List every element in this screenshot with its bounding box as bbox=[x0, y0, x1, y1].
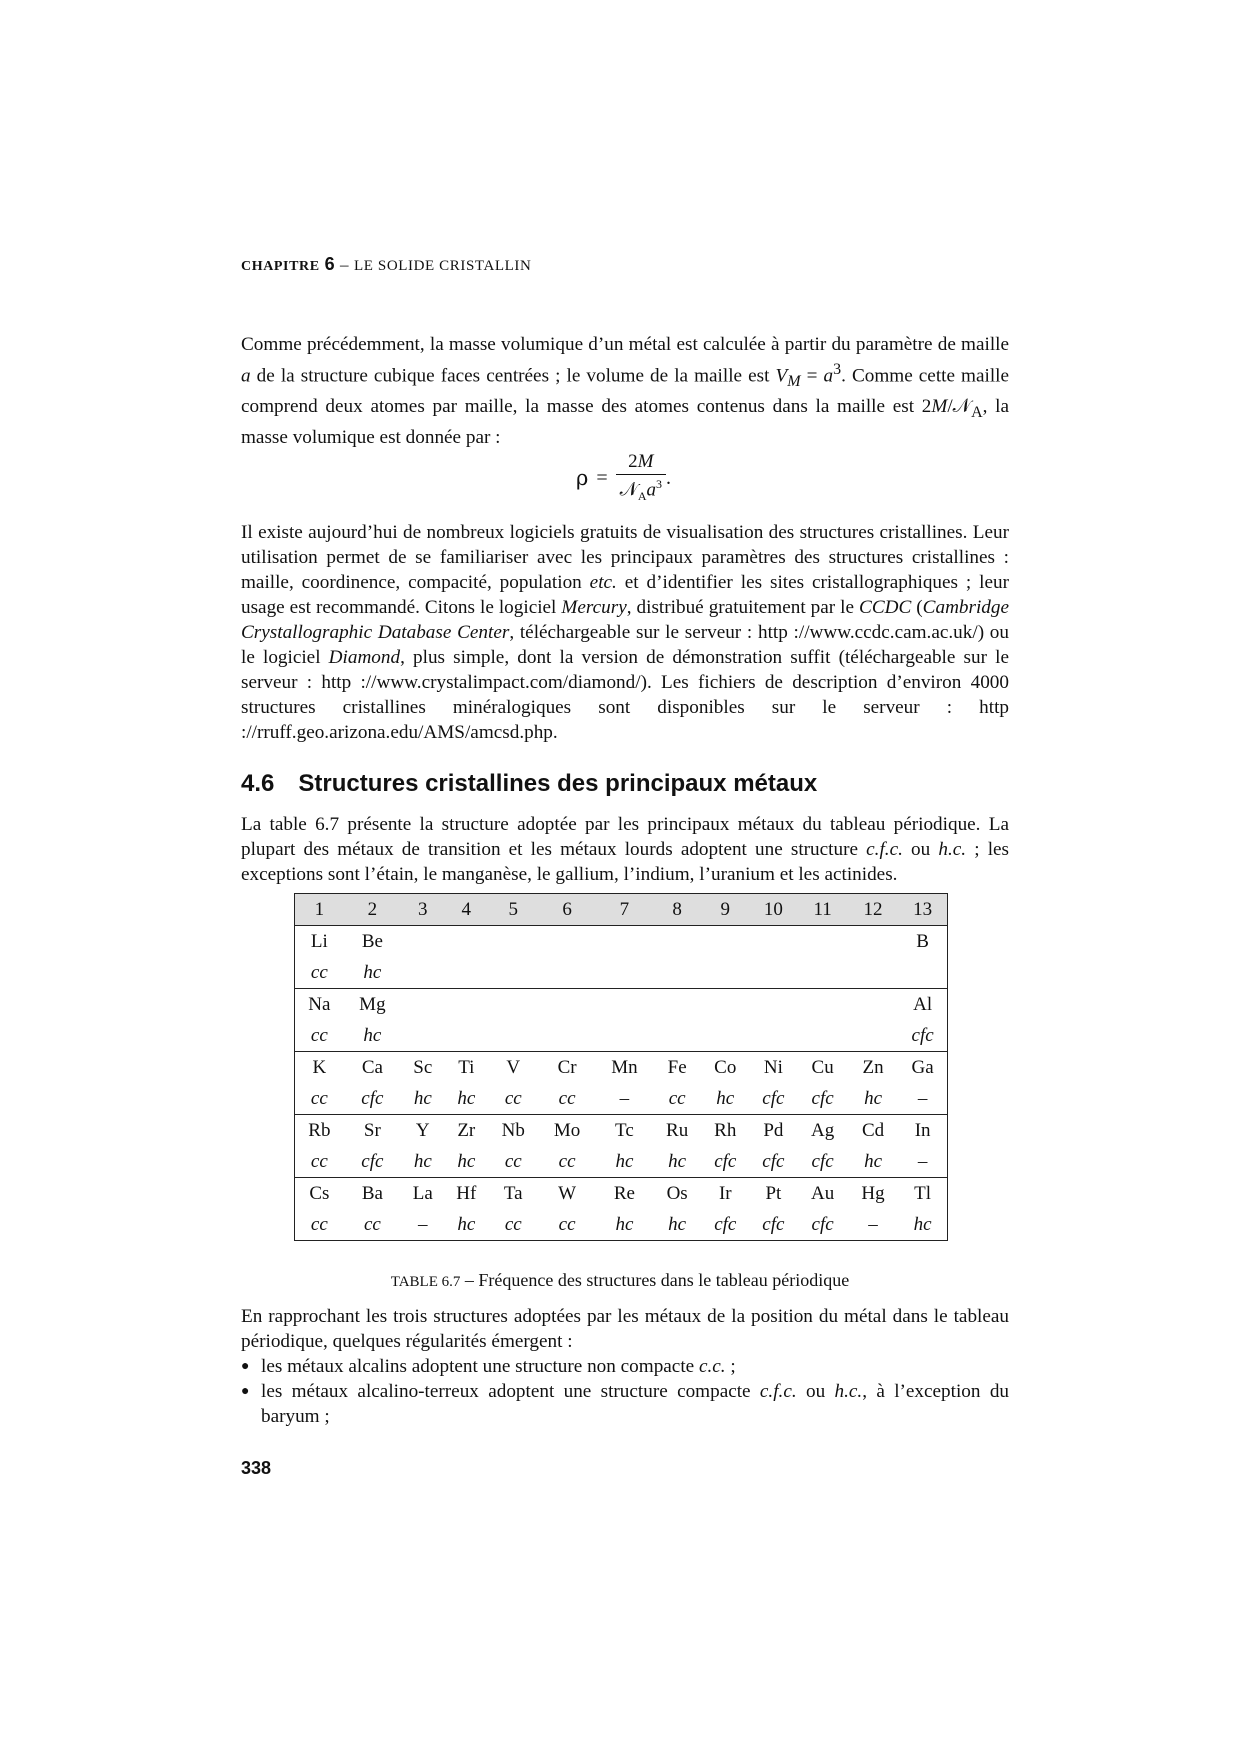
text-run: les métaux alcalins adoptent une structure non compacte bbox=[261, 1356, 699, 1377]
element-symbol-cell: Mg bbox=[344, 989, 401, 1021]
text-run: . Comme cette maille comprend deux atomes par maille, la masse des atomes contenus dans la maille est 2 bbox=[241, 365, 1010, 418]
element-symbol-cell: Zr bbox=[445, 1115, 489, 1147]
element-symbol-cell: Be bbox=[361, 931, 383, 952]
math-var: a bbox=[241, 365, 251, 387]
bullet-list bbox=[241, 1354, 1009, 1429]
periodic-structure-table bbox=[294, 893, 948, 1241]
math-sub: A bbox=[971, 404, 983, 422]
element-symbol-cell: Cu bbox=[797, 1052, 847, 1084]
num-coeff: 2 bbox=[628, 451, 638, 473]
text-run: Il existe aujourd’hui de nombreux logiciels gratuits de visualisation des structures cristallines. Leur utilisation permet de se familiariser avec les principaux paramètres des structures cristallines : maille, coordinence, compacité, population bbox=[241, 522, 1009, 593]
structure-type-cell: hc bbox=[615, 1214, 634, 1235]
italic-run: c.f.c. bbox=[866, 839, 903, 860]
structure-type-cell: hc bbox=[457, 1214, 476, 1235]
element-symbol-cell bbox=[797, 989, 847, 1021]
element-symbol-cell: Na bbox=[295, 989, 344, 1021]
paragraph-table-intro bbox=[241, 812, 1009, 887]
element-symbol-cell bbox=[445, 989, 489, 1021]
text-run: , plus simple, dont la version de démonstration suffit (téléchargeable sur le serveur : http ://www.crystalimpact.com/diamond/). Les fichiers de description d’environ 4000 structures cristallines minéralogiques sont disponibles sur le serveur : http ://rruff.geo.arizona.edu/AMS/amcsd.php. bbox=[241, 647, 1009, 743]
structure-type-cell: – bbox=[917, 1151, 928, 1172]
fraction-numerator bbox=[624, 451, 657, 474]
math-var: 𝒩 bbox=[952, 396, 972, 418]
group-header-cell: 7 bbox=[596, 894, 653, 926]
paragraph-regularities bbox=[241, 1304, 1009, 1354]
italic-run: h.c. bbox=[938, 839, 967, 860]
math-var: V bbox=[775, 365, 788, 387]
structure-type-cell: hc bbox=[413, 1151, 432, 1172]
paragraph-software bbox=[241, 520, 1009, 745]
group-header-cell: 2 bbox=[344, 894, 401, 926]
element-symbol-cell: Co bbox=[701, 1052, 749, 1084]
structure-type-cell: cc bbox=[310, 1088, 328, 1109]
group-header-cell: 10 bbox=[749, 894, 797, 926]
structure-type-cell: hc bbox=[864, 1088, 882, 1109]
math-op: / bbox=[947, 396, 953, 418]
italic-run: c.f.c. bbox=[759, 1381, 797, 1402]
element-symbol-cell: Sr bbox=[344, 1115, 401, 1147]
structure-type-cell bbox=[596, 957, 653, 989]
structure-type-cell bbox=[848, 957, 898, 989]
den-na: 𝒩 bbox=[619, 479, 638, 501]
structure-type-cell: hc bbox=[363, 962, 382, 983]
element-symbol-cell: Cr bbox=[538, 1052, 595, 1084]
structure-type-cell: hc bbox=[457, 1151, 476, 1172]
element-symbol-cell: Re bbox=[596, 1178, 653, 1210]
element-symbol-cell bbox=[653, 926, 701, 958]
text-run: , téléchargeable sur le serveur : http ://www.ccdc.cam.ac.uk/) ou le logiciel bbox=[241, 622, 1009, 668]
structure-type-cell bbox=[749, 1020, 797, 1052]
element-symbol-cell: Ni bbox=[749, 1052, 797, 1084]
chapter-title: LE SOLIDE CRISTALLIN bbox=[354, 258, 532, 274]
structure-type-cell: cc bbox=[504, 1214, 522, 1235]
element-symbol-cell: Mo bbox=[538, 1115, 595, 1147]
element-symbol-cell: Rb bbox=[295, 1115, 344, 1147]
structure-type-cell: hc bbox=[363, 1025, 382, 1046]
element-symbol-cell: Ta bbox=[488, 1178, 538, 1210]
structure-type-cell: cfc bbox=[762, 1151, 785, 1172]
element-symbol-cell bbox=[797, 926, 847, 958]
italic-run: Diamond bbox=[328, 647, 401, 668]
structure-type-cell bbox=[488, 957, 538, 989]
text-run: , la masse volumique est donnée par : bbox=[241, 396, 1009, 449]
structure-type-cell: cc bbox=[504, 1088, 522, 1109]
structure-type-cell bbox=[401, 957, 445, 989]
equals-sign: = bbox=[596, 466, 608, 489]
element-symbol-cell: In bbox=[898, 1115, 947, 1147]
element-symbol-cell: Zn bbox=[848, 1052, 898, 1084]
bullet-icon: ● bbox=[241, 1384, 250, 1399]
element-symbol-cell: Pt bbox=[749, 1178, 797, 1210]
structure-type-cell: cfc bbox=[811, 1151, 834, 1172]
structure-type-cell: cfc bbox=[762, 1088, 785, 1109]
group-header-cell: 5 bbox=[488, 894, 538, 926]
table-row bbox=[295, 1146, 948, 1178]
italic-run: Cambridge Crystallographic Database Center bbox=[241, 597, 1010, 643]
structure-type-cell bbox=[898, 957, 947, 989]
structure-type-cell bbox=[488, 1020, 538, 1052]
structure-type-cell: cc bbox=[363, 1214, 381, 1235]
structure-type-cell: – bbox=[619, 1088, 630, 1109]
group-header-cell: 9 bbox=[701, 894, 749, 926]
element-symbol-cell: B bbox=[916, 931, 929, 952]
text-run: La table 6.7 présente la structure adoptée par les principaux métaux du tableau périodique. La plupart des métaux de transition et les métaux lourds adoptent une structure bbox=[241, 814, 1009, 860]
structure-type-cell: cfc bbox=[361, 1088, 384, 1109]
element-symbol-cell: Mn bbox=[596, 1052, 653, 1084]
element-symbol-cell: Al bbox=[898, 989, 947, 1021]
structure-type-cell: – bbox=[917, 1088, 928, 1109]
table-row bbox=[295, 1115, 948, 1147]
chapter-word: CHAPITRE bbox=[241, 259, 320, 274]
text-run: et d’identifier les sites cristallographiques ; leur usage est recommandé. Citons le logiciel bbox=[241, 572, 1009, 618]
element-symbol-cell bbox=[749, 989, 797, 1021]
element-symbol-cell bbox=[445, 926, 489, 958]
element-symbol-cell bbox=[488, 926, 538, 958]
text-run: ou bbox=[902, 839, 939, 860]
element-symbol-cell: Tc bbox=[596, 1115, 653, 1147]
density-equation bbox=[0, 450, 1240, 506]
structure-type-cell: cfc bbox=[762, 1214, 785, 1235]
element-symbol-cell: Cd bbox=[848, 1115, 898, 1147]
element-symbol-cell bbox=[596, 926, 653, 958]
element-symbol-cell: Nb bbox=[488, 1115, 538, 1147]
element-symbol-cell: Ba bbox=[344, 1178, 401, 1210]
bullet-icon: ● bbox=[241, 1359, 250, 1374]
structure-type-cell: – bbox=[418, 1214, 428, 1235]
math-var: a bbox=[823, 365, 834, 387]
structure-type-cell: cfc bbox=[911, 1025, 934, 1046]
element-symbol-cell: Fe bbox=[653, 1052, 701, 1084]
paragraph-density-intro bbox=[241, 332, 1009, 450]
math-op: = bbox=[800, 365, 824, 387]
structure-type-cell bbox=[797, 957, 847, 989]
structure-type-cell bbox=[848, 1020, 898, 1052]
structure-type-cell: hc bbox=[716, 1088, 735, 1109]
element-symbol-cell: Y bbox=[401, 1115, 445, 1147]
text-run: ( bbox=[911, 597, 923, 618]
element-symbol-cell: K bbox=[295, 1052, 344, 1084]
section-number: 4.6 bbox=[241, 770, 275, 797]
table-row bbox=[295, 989, 948, 1021]
table-header-row bbox=[295, 894, 948, 926]
section-title: Structures cristallines des principaux métaux bbox=[298, 770, 818, 797]
element-symbol-cell: Rh bbox=[701, 1115, 749, 1147]
element-symbol-cell bbox=[488, 989, 538, 1021]
structure-type-cell: cc bbox=[310, 1025, 328, 1046]
element-symbol-cell: Os bbox=[653, 1178, 701, 1210]
structure-type-cell bbox=[401, 1020, 445, 1052]
math-sub: M bbox=[787, 373, 801, 391]
group-header-cell: 12 bbox=[848, 894, 898, 926]
structure-type-cell bbox=[701, 957, 749, 989]
math-exp: 3 bbox=[833, 361, 842, 378]
structure-type-cell bbox=[701, 1020, 749, 1052]
group-header-cell: 13 bbox=[898, 894, 947, 926]
group-header-cell: 4 bbox=[445, 894, 489, 926]
table-row bbox=[295, 1083, 948, 1115]
text-run: ou bbox=[796, 1381, 835, 1402]
table-caption bbox=[0, 1270, 1240, 1291]
structure-type-cell: hc bbox=[864, 1151, 882, 1172]
italic-run: Mercury bbox=[561, 597, 627, 618]
element-symbol-cell bbox=[401, 926, 445, 958]
table-row bbox=[295, 1020, 948, 1052]
caption-text: – Fréquence des structures dans le tableau périodique bbox=[460, 1270, 850, 1290]
num-var: M bbox=[637, 451, 654, 473]
section-heading bbox=[241, 770, 817, 798]
structure-type-cell: cfc bbox=[811, 1088, 834, 1109]
structure-type-cell: hc bbox=[413, 1088, 432, 1109]
table-row bbox=[295, 1209, 948, 1241]
element-symbol-cell: Ca bbox=[344, 1052, 401, 1084]
table-row bbox=[295, 957, 948, 989]
table-row bbox=[295, 1052, 948, 1084]
group-header-cell: 3 bbox=[401, 894, 445, 926]
structure-type-cell: hc bbox=[457, 1088, 476, 1109]
structure-type-cell bbox=[797, 1020, 847, 1052]
text-run: ; les exceptions sont l’étain, le manganèse, le gallium, l’indium, l’uranium et les actinides. bbox=[241, 839, 1010, 885]
chapter-number: 6 bbox=[324, 254, 336, 274]
structure-type-cell: hc bbox=[668, 1214, 687, 1235]
structure-type-cell bbox=[749, 957, 797, 989]
element-symbol-cell bbox=[538, 926, 595, 958]
structure-type-cell: cfc bbox=[361, 1151, 384, 1172]
structure-type-cell bbox=[653, 1020, 701, 1052]
structure-type-cell: cc bbox=[310, 1214, 328, 1235]
structure-type-cell: cc bbox=[558, 1214, 576, 1235]
den-sub: A bbox=[637, 489, 647, 504]
text-run: Comme précédemment, la masse volumique d’un métal est calculée à partir du paramètre de maille bbox=[241, 334, 1009, 355]
element-symbol-cell: Ga bbox=[898, 1052, 947, 1084]
fraction-denominator bbox=[616, 474, 666, 504]
element-symbol-cell: La bbox=[401, 1178, 445, 1210]
element-symbol-cell bbox=[401, 989, 445, 1021]
element-symbol-cell bbox=[653, 989, 701, 1021]
fraction bbox=[616, 451, 666, 504]
text-run: En rapprochant les trois structures adoptées par les métaux de la position du métal dans le tableau périodique, quelques régularités émergent : bbox=[241, 1306, 1009, 1352]
table-row bbox=[295, 1178, 948, 1210]
element-symbol-cell: W bbox=[538, 1178, 595, 1210]
group-header-cell: 1 bbox=[295, 894, 344, 926]
italic-run: CCDC bbox=[859, 597, 912, 618]
group-header-cell: 6 bbox=[538, 894, 595, 926]
page-number: 338 bbox=[241, 1458, 272, 1478]
structure-type-cell: cc bbox=[504, 1151, 522, 1172]
structure-type-cell bbox=[445, 957, 489, 989]
element-symbol-cell: Cs bbox=[295, 1178, 344, 1210]
text-run: , distribué gratuitement par le bbox=[626, 597, 860, 618]
element-symbol-cell: Ru bbox=[653, 1115, 701, 1147]
italic-run: h.c. bbox=[834, 1381, 863, 1402]
den-a: a bbox=[646, 479, 657, 501]
italic-run: c.c. bbox=[698, 1356, 726, 1377]
structure-type-cell: hc bbox=[615, 1151, 634, 1172]
structure-type-cell: – bbox=[868, 1214, 878, 1235]
group-header-cell: 11 bbox=[797, 894, 847, 926]
element-symbol-cell bbox=[848, 926, 898, 958]
element-symbol-cell: Ag bbox=[797, 1115, 847, 1147]
table-row bbox=[295, 926, 948, 958]
structure-type-cell: hc bbox=[913, 1214, 932, 1235]
element-symbol-cell bbox=[848, 989, 898, 1021]
element-symbol-cell: Ti bbox=[445, 1052, 489, 1084]
structure-type-cell bbox=[538, 957, 595, 989]
list-item bbox=[241, 1379, 1009, 1429]
equation-period: . bbox=[666, 466, 672, 489]
running-head-dash: – bbox=[340, 255, 350, 274]
caption-label: TABLE 6.7 bbox=[390, 1274, 461, 1290]
element-symbol-cell: Tl bbox=[898, 1178, 947, 1210]
list-item bbox=[241, 1354, 1009, 1379]
element-symbol-cell bbox=[701, 926, 749, 958]
structure-type-cell bbox=[538, 1020, 595, 1052]
den-exp: 3 bbox=[656, 477, 663, 492]
element-symbol-cell: V bbox=[488, 1052, 538, 1084]
element-symbol-cell: Au bbox=[797, 1178, 847, 1210]
element-symbol-cell: Ir bbox=[701, 1178, 749, 1210]
element-symbol-cell bbox=[538, 989, 595, 1021]
group-header-cell: 8 bbox=[653, 894, 701, 926]
text-run: , à l’exception du baryum ; bbox=[261, 1381, 1010, 1427]
structure-type-cell: cc bbox=[558, 1088, 576, 1109]
structure-type-cell: cfc bbox=[811, 1214, 834, 1235]
structure-type-cell: cfc bbox=[714, 1151, 737, 1172]
structure-type-cell: hc bbox=[668, 1151, 687, 1172]
structure-type-cell bbox=[653, 957, 701, 989]
element-symbol-cell: Sc bbox=[401, 1052, 445, 1084]
structure-type-cell: cc bbox=[668, 1088, 686, 1109]
structure-type-cell bbox=[445, 1020, 489, 1052]
text-run: les métaux alcalino-terreux adoptent une structure compacte bbox=[261, 1381, 760, 1402]
rho-symbol: ρ bbox=[576, 466, 589, 490]
element-symbol-cell: Li bbox=[310, 931, 328, 952]
text-run: de la structure cubique faces centrées ; le volume de la maille est bbox=[250, 365, 776, 387]
text-run: ; bbox=[725, 1356, 736, 1377]
math-var: M bbox=[931, 396, 948, 418]
element-symbol-cell bbox=[596, 989, 653, 1021]
element-symbol-cell: Hg bbox=[848, 1178, 898, 1210]
element-symbol-cell bbox=[701, 989, 749, 1021]
structure-type-cell: cc bbox=[310, 962, 328, 983]
structure-type-cell: cc bbox=[310, 1151, 328, 1172]
element-symbol-cell bbox=[749, 926, 797, 958]
running-head bbox=[241, 254, 531, 275]
structure-type-cell bbox=[596, 1020, 653, 1052]
structure-type-cell: cfc bbox=[714, 1214, 737, 1235]
italic-run: etc. bbox=[589, 572, 617, 593]
structure-type-cell: cc bbox=[558, 1151, 576, 1172]
element-symbol-cell: Pd bbox=[749, 1115, 797, 1147]
element-symbol-cell: Hf bbox=[445, 1178, 489, 1210]
